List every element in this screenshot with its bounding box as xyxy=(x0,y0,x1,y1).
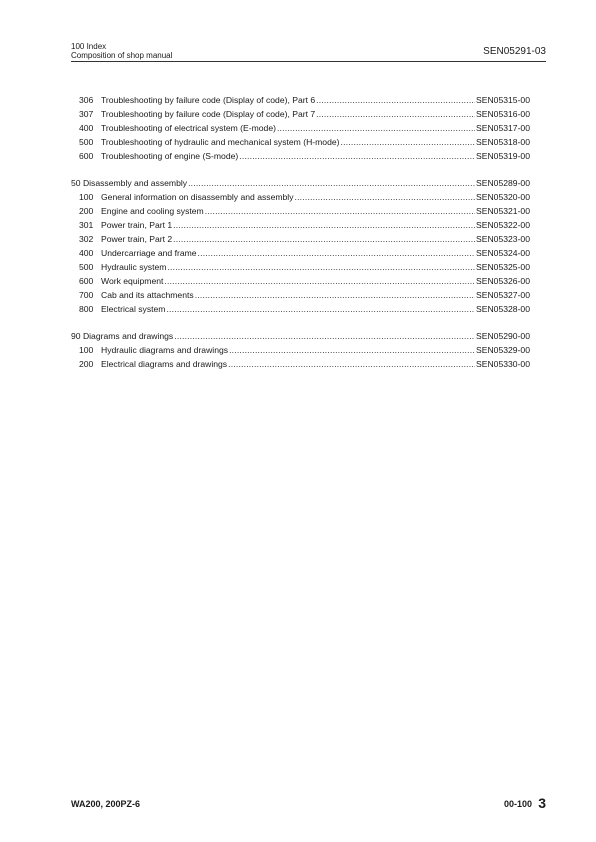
toc-leader-dots xyxy=(173,220,475,230)
toc-entry-number: 500 xyxy=(79,137,94,147)
toc-group-diagrams xyxy=(71,345,546,373)
toc-leader-dots xyxy=(174,331,475,341)
toc-entry-title: Troubleshooting of electrical system (E-mode) xyxy=(101,123,276,133)
toc-entry-ref: SEN05326-00 xyxy=(476,276,530,286)
toc-entry-title: Power train, Part 2 xyxy=(101,234,173,244)
toc-entry[interactable] xyxy=(71,248,546,262)
toc-entry[interactable] xyxy=(71,276,546,290)
toc-entry-number: 100 xyxy=(79,192,94,202)
page-header xyxy=(71,42,546,60)
toc-gap xyxy=(71,165,546,178)
toc-entry-number: 400 xyxy=(79,248,94,258)
toc-entry-number: 800 xyxy=(79,304,94,314)
toc-entry-title: Hydraulic diagrams and drawings xyxy=(101,345,229,355)
toc-entry-number: 307 xyxy=(79,109,94,119)
toc-section-title: 90 Diagrams and drawings xyxy=(71,331,174,341)
toc-entry-number: 600 xyxy=(79,151,94,161)
toc-entry-title: General information on disassembly and assembly xyxy=(101,192,294,202)
machine-model: WA200, 200PZ-6 xyxy=(71,799,141,809)
toc-entry-ref: SEN05329-00 xyxy=(476,345,530,355)
toc-entry-title: Electrical diagrams and drawings xyxy=(101,359,228,369)
toc-section-ref: SEN05290-00 xyxy=(476,331,530,341)
toc-leader-dots xyxy=(164,276,475,286)
toc-entry[interactable] xyxy=(71,304,546,318)
toc-entry-title: Power train, Part 1 xyxy=(101,220,173,230)
toc-entry-number: 500 xyxy=(79,262,94,272)
toc-entry-title: Work equipment xyxy=(101,276,164,286)
toc-entry-title: Engine and cooling system xyxy=(101,206,204,216)
toc-leader-dots xyxy=(173,234,475,244)
toc-entry-title: Undercarriage and frame xyxy=(101,248,197,258)
toc-entry[interactable] xyxy=(71,234,546,248)
toc-leader-dots xyxy=(316,109,475,119)
toc-entry[interactable] xyxy=(71,95,546,109)
toc-leader-dots xyxy=(195,290,475,300)
toc-entry-title: Hydraulic system xyxy=(101,262,167,272)
toc-leader-dots xyxy=(205,206,475,216)
toc-entry-number: 600 xyxy=(79,276,94,286)
toc-entry[interactable] xyxy=(71,359,546,373)
toc-entry-number: 301 xyxy=(79,220,94,230)
page-number: 3 xyxy=(538,795,546,811)
toc-leader-dots xyxy=(295,192,476,202)
document-code: SEN05291-03 xyxy=(483,46,546,57)
toc-entry[interactable] xyxy=(71,262,546,276)
toc-entry-ref: SEN05315-00 xyxy=(476,95,530,105)
toc-entry-number: 200 xyxy=(79,206,94,216)
toc-entry-title: Troubleshooting by failure code (Display of code), Part 7 xyxy=(101,109,316,119)
toc-entry-ref: SEN05325-00 xyxy=(476,262,530,272)
toc-entry-ref: SEN05319-00 xyxy=(476,151,530,161)
toc-entry[interactable] xyxy=(71,290,546,304)
toc-entry-number: 400 xyxy=(79,123,94,133)
toc-entry-ref: SEN05330-00 xyxy=(476,359,530,369)
toc-entry-ref: SEN05318-00 xyxy=(476,137,530,147)
toc-entry-ref: SEN05323-00 xyxy=(476,234,530,244)
toc-entry-number: 100 xyxy=(79,345,94,355)
toc-leader-dots xyxy=(239,151,475,161)
header-subtitle: Composition of shop manual xyxy=(71,51,173,60)
toc-entry[interactable] xyxy=(71,123,546,137)
toc-entry[interactable] xyxy=(71,220,546,234)
toc-leader-dots xyxy=(316,95,475,105)
toc-entry-ref: SEN05322-00 xyxy=(476,220,530,230)
toc-entry-title: Troubleshooting of hydraulic and mechanical system (H-mode) xyxy=(101,137,340,147)
toc-leader-dots xyxy=(277,123,475,133)
toc-leader-dots xyxy=(229,345,475,355)
table-of-contents xyxy=(71,95,546,373)
toc-entry[interactable] xyxy=(71,109,546,123)
toc-entry-ref: SEN05320-00 xyxy=(476,192,530,202)
toc-entry-number: 306 xyxy=(79,95,94,105)
toc-group-disassembly xyxy=(71,192,546,318)
toc-entry-ref: SEN05327-00 xyxy=(476,290,530,300)
toc-section-50[interactable] xyxy=(71,178,546,192)
toc-leader-dots xyxy=(341,137,475,147)
toc-leader-dots xyxy=(188,178,475,188)
toc-entry-number: 302 xyxy=(79,234,94,244)
toc-entry[interactable] xyxy=(71,345,546,359)
toc-entry-title: Troubleshooting by failure code (Display of code), Part 6 xyxy=(101,95,316,105)
toc-group-troubleshooting xyxy=(71,95,546,165)
toc-leader-dots xyxy=(167,262,475,272)
toc-entry[interactable] xyxy=(71,151,546,165)
toc-section-ref: SEN05289-00 xyxy=(476,178,530,188)
toc-section-title: 50 Disassembly and assembly xyxy=(71,178,188,188)
toc-entry[interactable] xyxy=(71,206,546,220)
toc-entry-ref: SEN05328-00 xyxy=(476,304,530,314)
toc-entry-ref: SEN05321-00 xyxy=(476,206,530,216)
toc-section-90[interactable] xyxy=(71,331,546,345)
toc-entry[interactable] xyxy=(71,192,546,206)
toc-entry-number: 200 xyxy=(79,359,94,369)
toc-entry[interactable] xyxy=(71,137,546,151)
toc-gap xyxy=(71,318,546,331)
toc-entry-number: 700 xyxy=(79,290,94,300)
header-section-title: 100 Index xyxy=(71,42,107,51)
toc-entry-title: Electrical system xyxy=(101,304,166,314)
toc-leader-dots xyxy=(166,304,475,314)
toc-entry-title: Troubleshooting of engine (S-mode) xyxy=(101,151,239,161)
toc-entry-title: Cab and its attachments xyxy=(101,290,194,300)
toc-entry-ref: SEN05317-00 xyxy=(476,123,530,133)
toc-leader-dots xyxy=(198,248,475,258)
page-code: 00-100 xyxy=(503,799,532,809)
toc-entry-ref: SEN05324-00 xyxy=(476,248,530,258)
toc-leader-dots xyxy=(228,359,475,369)
header-divider xyxy=(71,61,546,62)
toc-entry-ref: SEN05316-00 xyxy=(476,109,530,119)
